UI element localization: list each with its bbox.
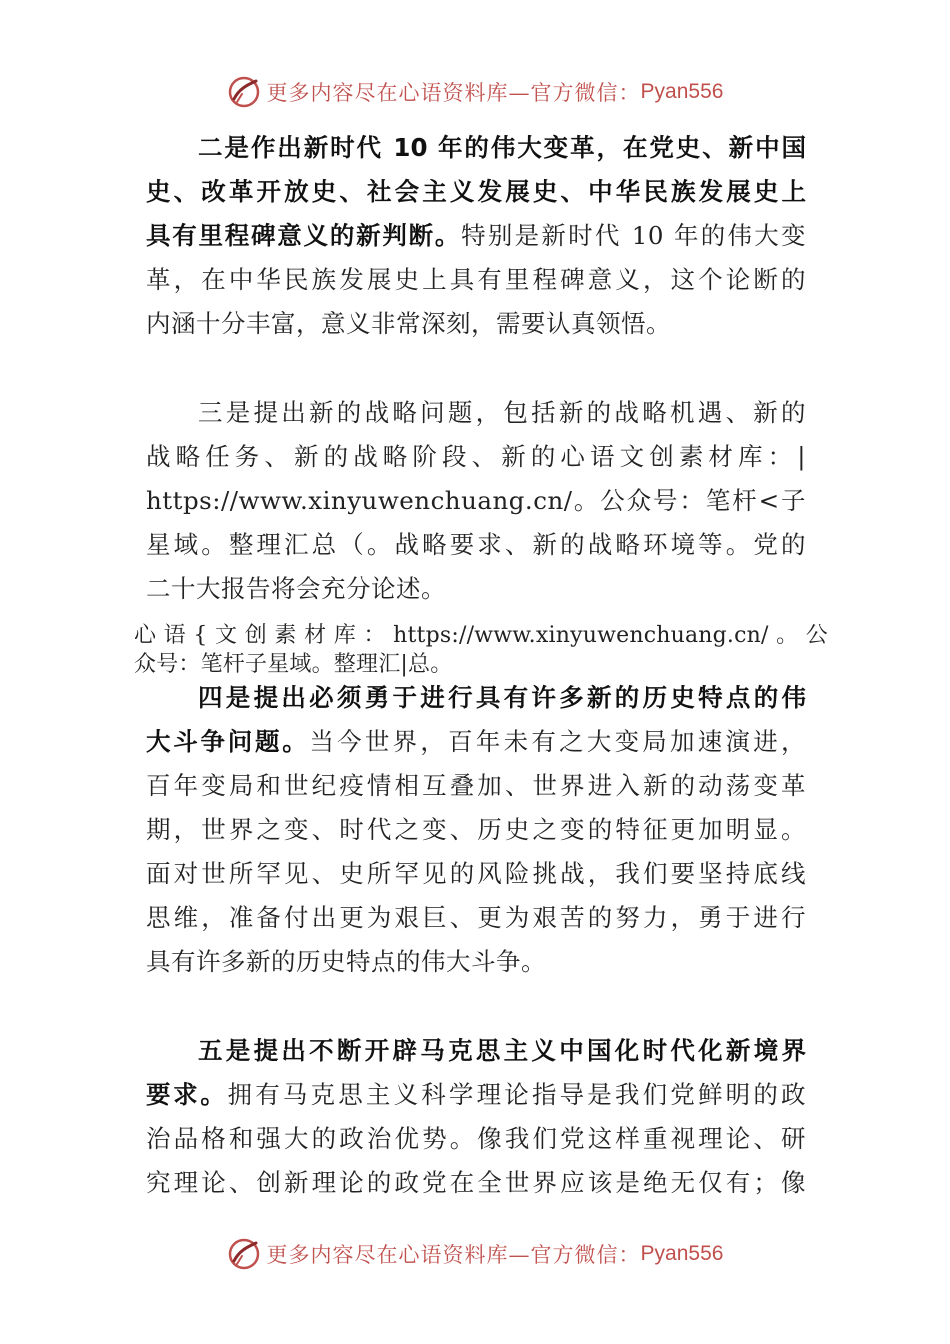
text-line: 四是提出必须勇于进行具有许多新的历史特点的伟: [198, 683, 806, 712]
text-line: 五是提出不断开辟马克思主义中国化时代化新境界: [198, 1036, 806, 1065]
text-line: 心语{文创素材库：https://www.xinyuwenchuang.cn/。公: [134, 623, 828, 648]
text-line: 具有里程碑意义的新判断。特别是新时代 10 年的伟大变: [146, 221, 806, 250]
header-banner: [0, 70, 950, 114]
text-line: 内涵十分丰富，意义非常深刻，需要认真领悟。: [146, 309, 671, 338]
text-line: 期，世界之变、时代之变、历史之变的特征更加明显。: [146, 815, 806, 844]
header-banner-id: Pyan556: [640, 80, 724, 103]
writing-brush-logo-icon: [227, 1237, 261, 1271]
footer-banner: [0, 1232, 950, 1276]
text-line: 三是提出新的战略问题，包括新的战略机遇、新的: [198, 398, 806, 427]
writing-brush-logo-icon: [227, 75, 261, 109]
text-line: 星域。整理汇总（。战略要求、新的战略环境等。党的: [146, 530, 806, 559]
text-line: 战略任务、新的战略阶段、新的心语文创素材库：|: [146, 442, 806, 471]
text-line: 思维，准备付出更为艰巨、更为艰苦的努力，勇于进行: [146, 903, 806, 932]
footer-banner-text: 更多内容尽在心语资料库—官方微信：: [266, 1243, 641, 1267]
header-banner-text: 更多内容尽在心语资料库—官方微信：: [266, 81, 641, 105]
text-line: 治品格和强大的政治优势。像我们党这样重视理论、研: [146, 1124, 806, 1153]
text-line: 面对世所罕见、史所罕见的风险挑战，我们要坚持底线: [146, 859, 806, 888]
text-line: 二十大报告将会充分论述。: [146, 574, 446, 603]
text-line: 史、改革开放史、社会主义发展史、中华民族发展史上: [146, 177, 806, 206]
text-line: 众号：笔杆子星域。整理汇|总。: [134, 652, 453, 677]
text-line: 具有许多新的历史特点的伟大斗争。: [146, 947, 546, 976]
text-line: https://www.xinyuwenchuang.cn/。公众号：笔杆<子: [146, 486, 806, 515]
footer-banner-id: Pyan556: [640, 1242, 724, 1265]
text-line: 二是作出新时代 10 年的伟大变革，在党史、新中国: [198, 133, 806, 162]
text-line: 百年变局和世纪疫情相互叠加、世界进入新的动荡变革: [146, 771, 806, 800]
text-line: 大斗争问题。当今世界，百年未有之大变局加速演进，: [146, 727, 806, 756]
text-line: 要求。拥有马克思主义科学理论指导是我们党鲜明的政: [146, 1080, 806, 1109]
text-line: 革，在中华民族发展史上具有里程碑意义，这个论断的: [146, 265, 806, 294]
text-line: 究理论、创新理论的政党在全世界应该是绝无仅有；像: [146, 1168, 806, 1197]
